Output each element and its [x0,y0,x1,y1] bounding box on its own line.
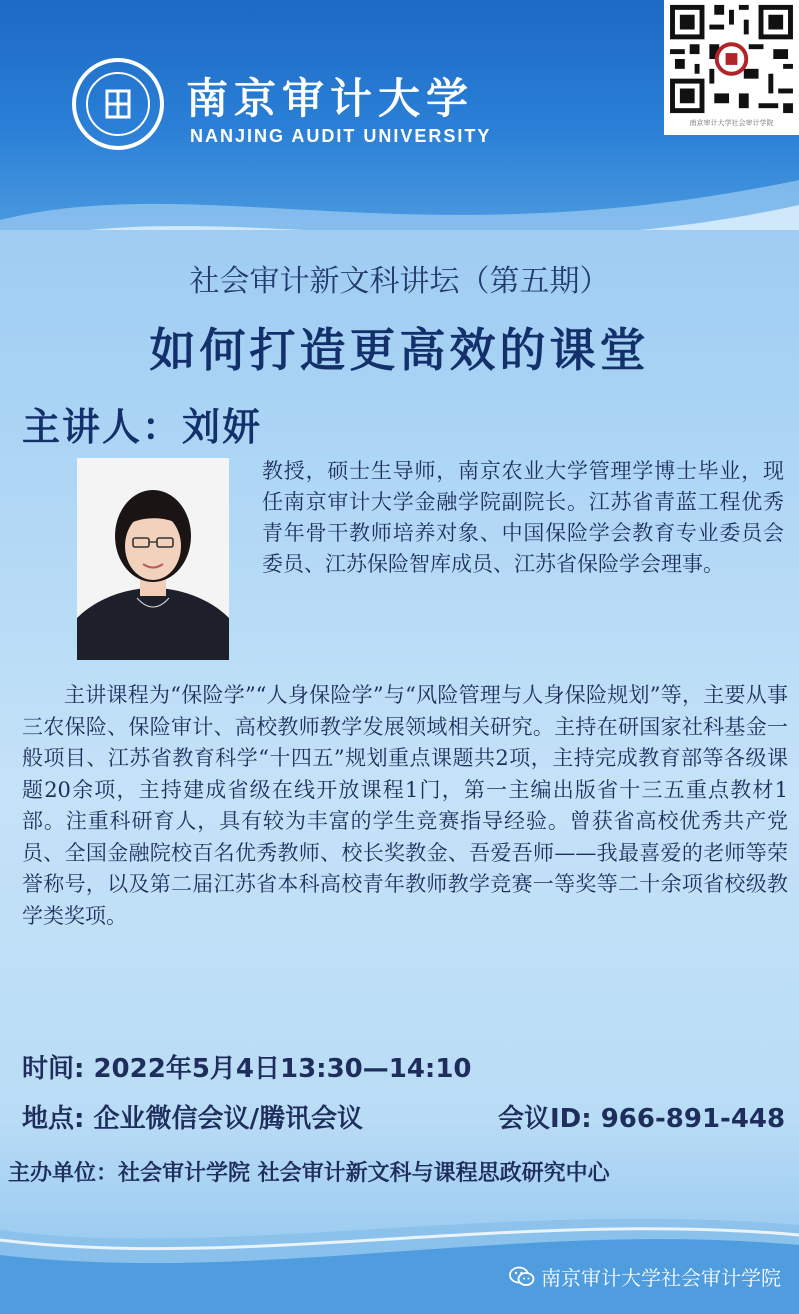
wechat-account[interactable] [509,1262,781,1291]
university-seal-icon [72,58,164,150]
qr-caption: 南京审计大学社会审计学院 [689,119,774,127]
speaker-bio: 教授，硕士生导师，南京农业大学管理学博士毕业，现任南京审计大学金融学院副院长。江苏省青蓝工程优秀青年骨干教师培养对象、中国保险学会教育专业委员会委员、江苏保险智库成员、江苏省保险学会理事。 [262,459,784,576]
qr-code-icon[interactable] [664,0,799,135]
organizer: 主办单位：社会审计学院 社会审计新文科与课程思政研究中心 [8,1160,610,1186]
footer-wave [0,1200,799,1314]
university-name-en: NANJING AUDIT UNIVERSITY [190,126,492,146]
lecture-title: 如何打造更高效的课堂 [149,323,650,377]
event-place: 地点: 企业微信会议/腾讯会议 [22,1104,363,1134]
speaker-courses: 主讲课程为“保险学”“人身保险学”与“风险管理与人身保险规划”等，主要从事三农保险、保险审计、高校教师教学发展领域相关研究。主持在研国家社科基金一般项目、江苏省教育科学“十四五”规划重点课题共2项，主持完成教育部等各级课题20余项，主持建成省级在线开放课程1门，第一主编出版省十三五重点教材1部。注重科研育人，具有较为丰富的学生竞赛指导经验。曾获省高校优秀共产党员、全国金融院校百名优秀教师、校长奖教金、吾爱吾师——我最喜爱的老师等荣誉称号，以及第二届江苏省本科高校青年教师教学竞赛一等奖等二十余项省校级教学类奖项。 [22,683,788,928]
speaker-name: 主讲人：刘妍 [22,405,263,449]
event-time: 时间: 2022年5月4日13:30—14:10 [22,1054,472,1084]
lecture-series: 社会审计新文科讲坛（第五期） [189,264,610,299]
meeting-id: 会议ID: 966-891-448 [498,1104,786,1134]
wechat-account-name: 南京审计大学社会审计学院 [541,1266,781,1290]
header-swoosh [0,150,799,230]
university-name-cn: 南京审计大学 [186,74,475,123]
speaker-photo [77,458,229,660]
wechat-icon [509,1266,535,1288]
